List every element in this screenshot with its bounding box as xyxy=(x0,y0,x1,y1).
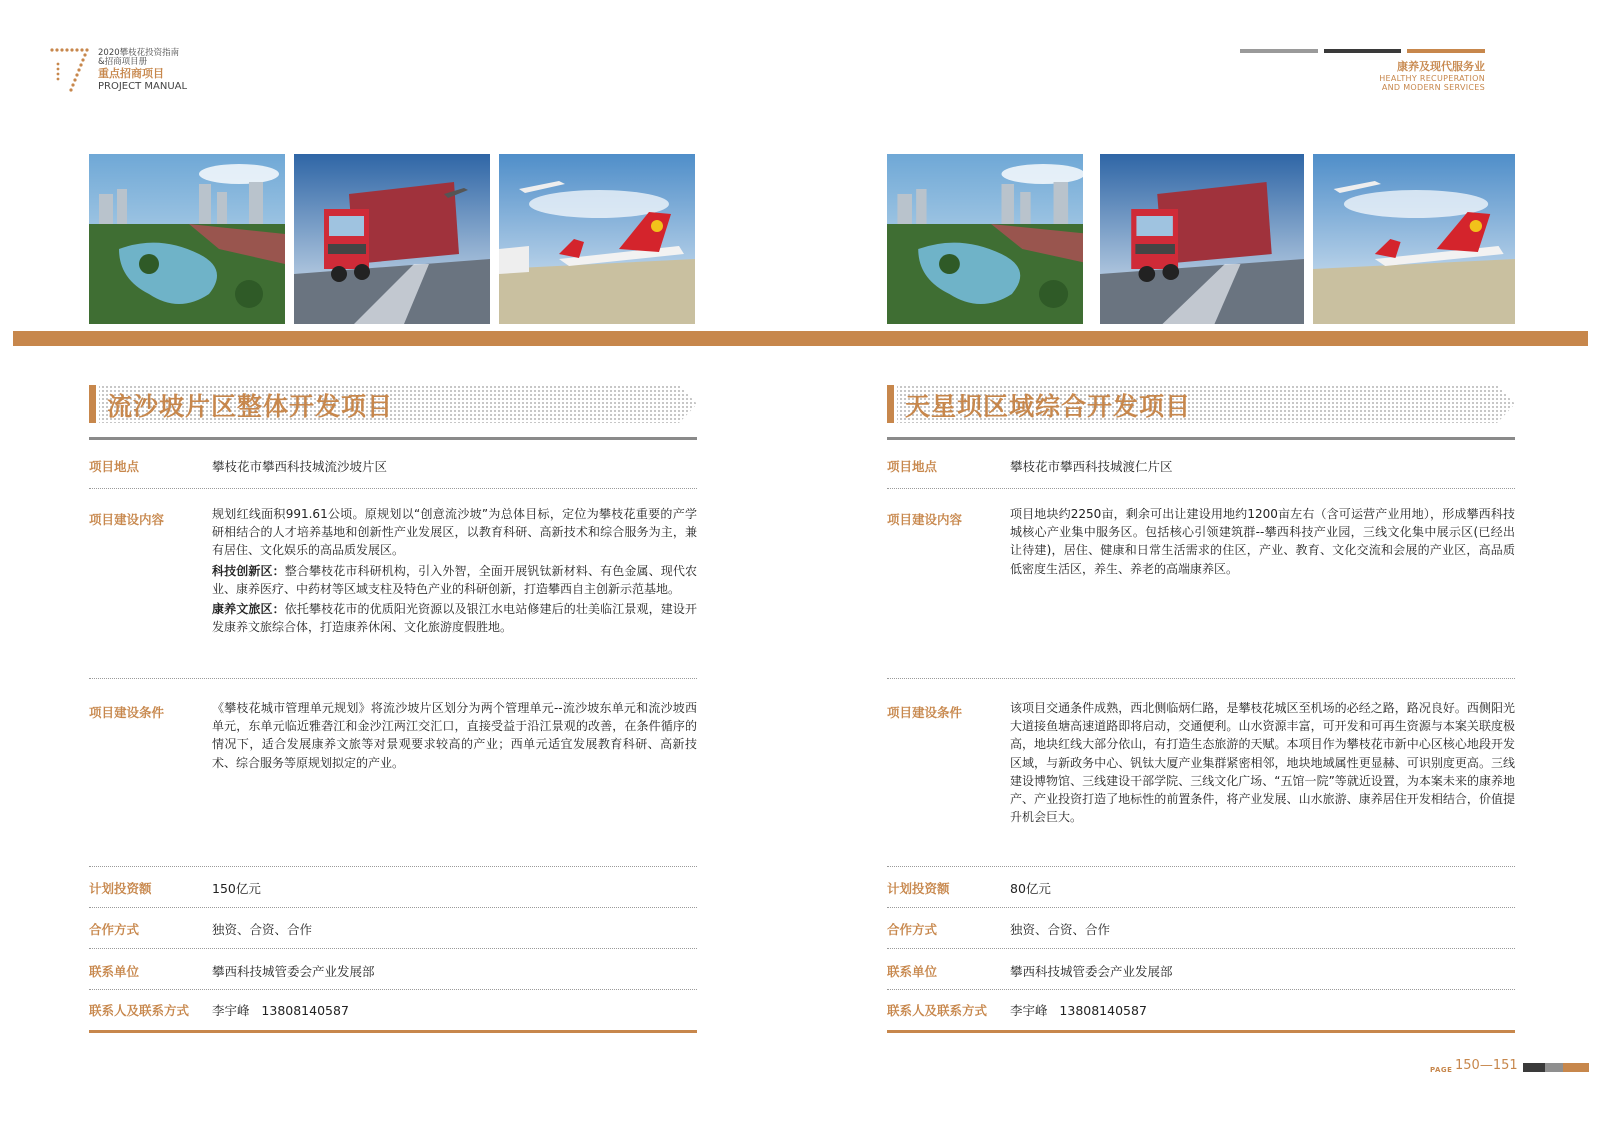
left-unit-label: 联系单位 xyxy=(89,964,140,979)
left-conditions-text: 《攀枝花城市管理单元规划》将流沙坡片区划分为两个管理单元--流沙坡东单元和流沙坡西单元，东单元临近雅砻江和金沙江两江交汇口，直接受益于沿江景观的改善，在条件循序的情况下，适合发展康养文旅等对景观要求较高的产业；西单元适宜发展教育科研、高新技术、综合服务等原规划拟定的产业。 xyxy=(212,701,697,770)
left-tech-zone-text: 整合攀枝花市科研机构，引入外智，全面开展钒钛新材料、有色金属、现代农业、康养医疗、中药材等区域支柱及特色产业的科研创新，打造攀西自主创新示范基地。 xyxy=(212,563,697,596)
section-title-cn: 康养及现代服务业 xyxy=(1397,60,1485,73)
left-cooperation-label: 合作方式 xyxy=(89,922,140,937)
photo-truck xyxy=(294,154,490,324)
right-location-value: 攀枝花市攀西科技城渡仁片区 xyxy=(1010,459,1173,474)
left-location-label: 项目地点 xyxy=(89,459,140,474)
left-content-paragraph-2 xyxy=(212,562,697,598)
left-cooperation-value: 独资、合资、合作 xyxy=(212,922,313,937)
left-title-banner xyxy=(89,385,697,423)
left-divider-6 xyxy=(89,989,697,990)
footer-color-blocks xyxy=(1523,1063,1589,1072)
left-investment-label: 计划投资额 xyxy=(89,881,152,896)
left-title-rule xyxy=(89,437,697,440)
right-location-label: 项目地点 xyxy=(887,459,938,474)
right-content-text: 项目地块约2250亩，剩余可出让建设用地约1200亩左右（含可运营产业用地），形成攀西科技城核心产业集中服务区。包括核心引领建筑群--攀西科技产业园，三线文化集中展示区(已经出让待建)，居住、健康和日常生活需求的住区，产业、教育、文化交流和会展的产业区，高品质低密度生活区，养生、养老的高端康养区。 xyxy=(1010,507,1515,576)
right-divider-1 xyxy=(887,488,1515,489)
left-content-block xyxy=(212,505,697,636)
left-divider-4 xyxy=(89,907,697,908)
page-label: PAGE xyxy=(1430,1066,1453,1074)
section-title-en-1: HEALTHY RECUPERATION xyxy=(1379,74,1485,83)
left-conditions-label: 项目建设条件 xyxy=(89,705,165,720)
left-tourism-zone-heading: 康养文旅区： xyxy=(212,602,285,617)
left-unit-value: 攀西科技城管委会产业发展部 xyxy=(212,964,375,979)
right-contact-value: 李宇峰 13808140587 xyxy=(1010,1003,1147,1018)
right-content-label: 项目建设内容 xyxy=(887,512,963,527)
left-content-paragraph-1: 规划红线面积991.61公顷。原规划以“创意流沙坡”为总体目标，定位为攀枝花重要的产学研相结合的人才培养基地和创新性产业发展区，以教育科研、高新技术和综合服务为主，兼有居住、文化娱乐的高品质发展区。 xyxy=(212,507,697,558)
left-contact-value: 李宇峰 13808140587 xyxy=(212,1003,349,1018)
left-tourism-zone-text: 依托攀枝花市的优质阳光资源以及银江水电站修建后的壮美临江景观，建设开发康养文旅综合体，打造康养休闲、文化旅游度假胜地。 xyxy=(212,602,697,635)
header-section-title: 重点招商项目 xyxy=(98,67,164,80)
right-unit-value: 攀西科技城管委会产业发展部 xyxy=(1010,964,1173,979)
right-conditions-label: 项目建设条件 xyxy=(887,705,963,720)
right-divider-4 xyxy=(887,907,1515,908)
right-title-rule xyxy=(887,437,1515,440)
right-divider-6 xyxy=(887,989,1515,990)
photo-city-park xyxy=(89,154,285,324)
right-contact-label: 联系人及联系方式 xyxy=(887,1003,988,1018)
section-title-en-2: AND MODERN SERVICES xyxy=(1381,83,1485,92)
left-investment-value: 150亿元 xyxy=(212,881,261,896)
photo-city-park-right xyxy=(887,154,1083,324)
left-tech-zone-heading: 科技创新区： xyxy=(212,563,285,578)
divider-band xyxy=(13,331,1588,346)
left-content-label: 项目建设内容 xyxy=(89,512,165,527)
left-divider-1 xyxy=(89,488,697,489)
left-divider-3 xyxy=(89,866,697,867)
left-divider-5 xyxy=(89,948,697,949)
photo-truck-right xyxy=(1100,154,1304,324)
right-title-banner xyxy=(887,385,1515,423)
photo-airport-right xyxy=(1313,154,1515,324)
right-divider-5 xyxy=(887,948,1515,949)
right-conditions-text: 该项目交通条件成熟，西北侧临炳仁路，是攀枝花城区至机场的必经之路，路况良好。西侧阳光大道接鱼塘高速道路即将启动，交通便利。山水资源丰富，可开发和可再生资源与本案关联度极高，地块红线大部分依山，有打造生态旅游的天赋。本项目作为攀枝花市新中心区核心地段开发区域，与新政务中心、钒钛大厦产业集群紧密相邻，地块地域属性更显赫、可识别度更高。三线建设博物馆、三线建设干部学院、三线文化广场、“五馆一院”等就近设置，为本案未来的康养地产、产业投资打造了地标性的前置条件，将产业发展、山水旅游、康养居住开发相结合，价值提升机会巨大。 xyxy=(1010,701,1515,825)
header-guide-subtitle: &招商项目册 xyxy=(98,57,148,67)
header-manual-label: PROJECT MANUAL xyxy=(98,81,188,92)
left-project-title: 流沙坡片区整体开发项目 xyxy=(107,392,394,421)
left-end-rule xyxy=(89,1030,697,1033)
right-cooperation-label: 合作方式 xyxy=(887,922,938,937)
left-contact-label: 联系人及联系方式 xyxy=(89,1003,190,1018)
right-end-rule xyxy=(887,1030,1515,1033)
left-content-paragraph-3 xyxy=(212,600,697,636)
right-divider-3 xyxy=(887,866,1515,867)
header-guide-title: 2020攀枝花投资指南 xyxy=(98,48,180,58)
manual-logo-icon xyxy=(48,46,92,92)
right-unit-label: 联系单位 xyxy=(887,964,938,979)
right-investment-value: 80亿元 xyxy=(1010,881,1051,896)
page-numbers: 150—151 xyxy=(1455,1058,1518,1073)
left-location-value: 攀枝花市攀西科技城流沙坡片区 xyxy=(212,459,388,474)
photo-airport xyxy=(499,154,695,324)
left-divider-2 xyxy=(89,678,697,679)
right-cooperation-value: 独资、合资、合作 xyxy=(1010,922,1111,937)
right-divider-2 xyxy=(887,678,1515,679)
right-investment-label: 计划投资额 xyxy=(887,881,950,896)
header-progress-bars xyxy=(1240,49,1485,53)
right-project-title: 天星坝区域综合开发项目 xyxy=(905,392,1192,421)
